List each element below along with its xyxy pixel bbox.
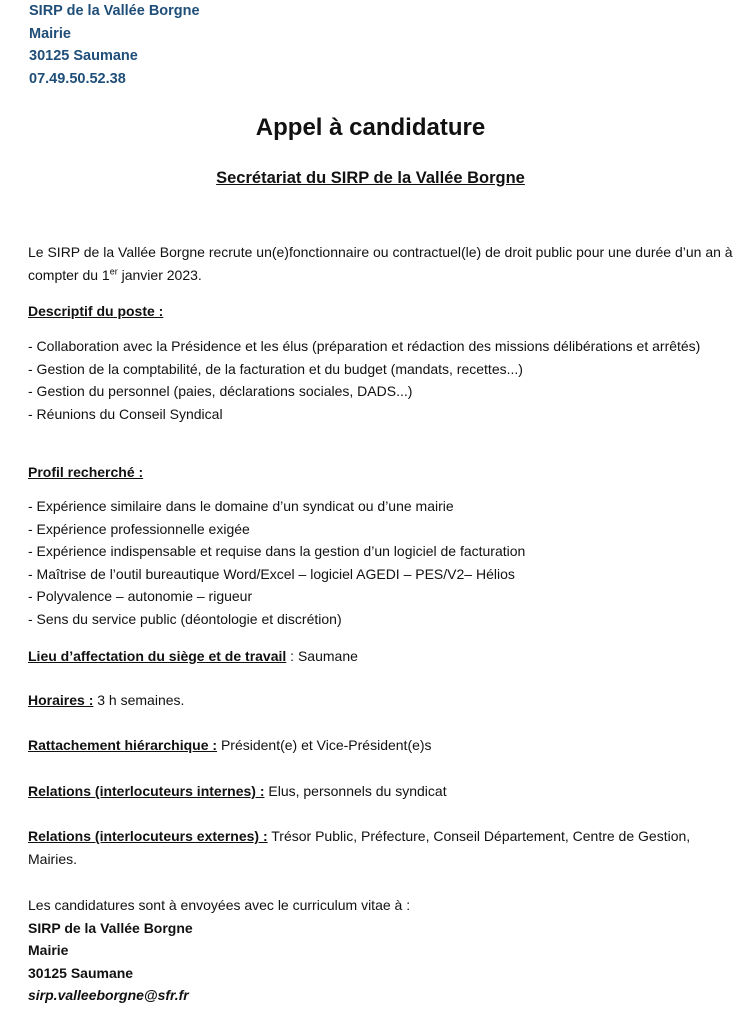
header-phone: 07.49.50.52.38 bbox=[29, 70, 126, 87]
relations-internes-line bbox=[28, 780, 733, 803]
page-subtitle: Secrétariat du SIRP de la Vallée Borgne bbox=[216, 169, 525, 187]
intro-text-before: Le SIRP de la Vallée Borgne recrute un(e)fonctionnaire ou contractuel(le) de droit public pour une durée d’un an à compter du 1 bbox=[28, 244, 733, 283]
header-org: SIRP de la Vallée Borgne bbox=[29, 3, 200, 19]
rattachement-value: Président(e) et Vice-Président(e)s bbox=[217, 737, 432, 753]
list-item: - Gestion du personnel (paies, déclarations sociales, DADS...) bbox=[28, 383, 413, 399]
profil-list bbox=[28, 495, 733, 630]
intro-paragraph bbox=[28, 241, 733, 286]
list-item: - Expérience indispensable et requise dans la gestion d’un logiciel de facturation bbox=[28, 543, 526, 559]
lieu-line bbox=[28, 645, 733, 668]
list-item: - Expérience professionnelle exigée bbox=[28, 520, 250, 537]
horaires-line bbox=[28, 689, 733, 712]
rattachement-label: Rattachement hiérarchique : bbox=[28, 737, 218, 753]
contact-email[interactable]: sirp.valleeborgne@sfr.fr bbox=[28, 987, 189, 1003]
header-city: 30125 Saumane bbox=[29, 48, 138, 64]
list-item: - Maîtrise de l’outil bureautique Word/Excel – logiciel AGEDI – PES/V2– Hélios bbox=[28, 565, 515, 582]
list-item: - Gestion de la comptabilité, de la facturation et du budget (mandats, recettes...) bbox=[28, 360, 523, 377]
contact-org: SIRP de la Vallée Borgne bbox=[28, 919, 193, 936]
list-item: - Collaboration avec la Présidence et les élus (préparation et rédaction des missions délibérations et arrêtés) bbox=[28, 338, 701, 354]
relations-internes-value: Elus, personnels du syndicat bbox=[264, 783, 447, 799]
rattachement-line bbox=[28, 734, 733, 757]
relations-externes-value: Trésor Public, Préfecture, Conseil Département, Centre de Gestion, Mairies. bbox=[28, 828, 691, 867]
contact-city: 30125 Saumane bbox=[28, 964, 134, 981]
list-item: - Polyvalence – autonomie – rigueur bbox=[28, 588, 253, 604]
intro-text-after: janvier 2023. bbox=[117, 266, 202, 283]
contact-place: Mairie bbox=[28, 942, 69, 958]
contact-block bbox=[28, 894, 733, 1007]
relations-internes-label: Relations (interlocuteurs internes) : bbox=[28, 783, 265, 799]
header-place: Mairie bbox=[29, 25, 71, 42]
horaires-label: Horaires : bbox=[28, 692, 94, 708]
intro-superscript: er bbox=[109, 265, 118, 276]
horaires-value: 3 h semaines. bbox=[93, 692, 185, 708]
relations-externes-line bbox=[28, 825, 733, 870]
sender-header bbox=[29, 0, 200, 90]
descriptif-list bbox=[28, 335, 733, 425]
lieu-label: Lieu d’affectation du siège et de travail bbox=[28, 648, 287, 664]
profil-heading: Profil recherché : bbox=[28, 464, 144, 480]
descriptif-heading: Descriptif du poste : bbox=[28, 303, 164, 319]
relations-externes-label: Relations (interlocuteurs externes) : bbox=[28, 828, 268, 844]
contact-intro: Les candidatures sont à envoyées avec le curriculum vitae à : bbox=[28, 897, 411, 913]
lieu-value: : Saumane bbox=[286, 648, 358, 664]
list-item: - Réunions du Conseil Syndical bbox=[28, 405, 223, 422]
list-item: - Expérience similaire dans le domaine d’un syndicat ou d’une mairie bbox=[28, 498, 454, 514]
page-title: Appel à candidature bbox=[255, 114, 486, 141]
list-item: - Sens du service public (déontologie et discrétion) bbox=[28, 610, 342, 627]
